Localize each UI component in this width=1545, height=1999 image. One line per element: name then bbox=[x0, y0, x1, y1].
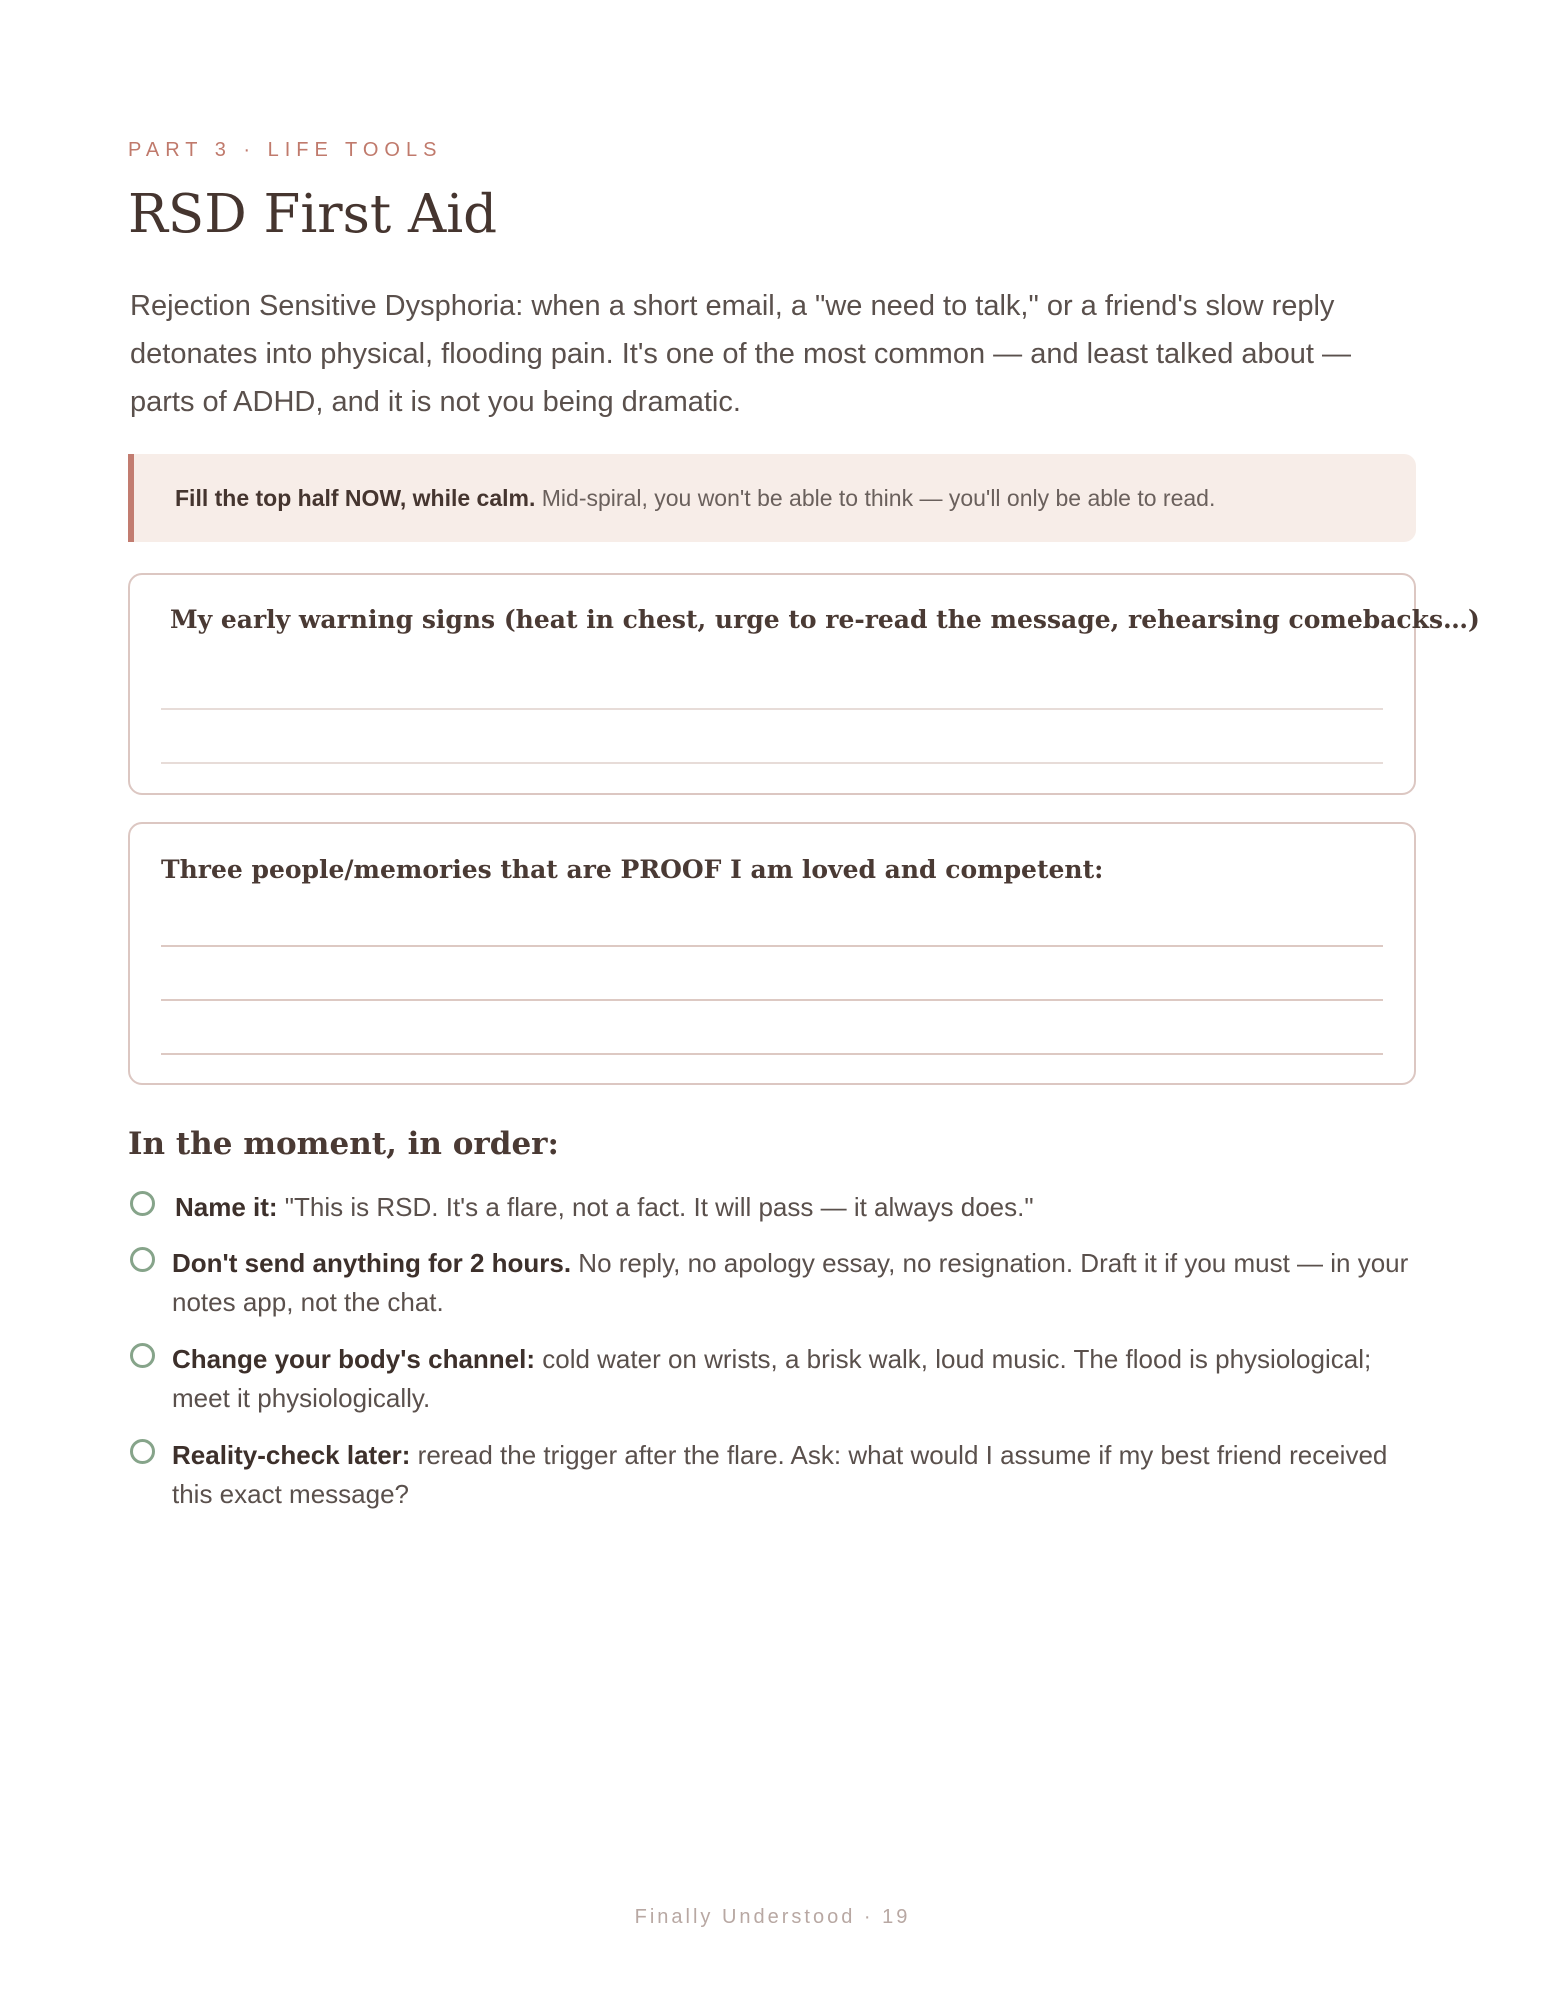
step-text bbox=[175, 1188, 1413, 1227]
write-line[interactable] bbox=[161, 999, 1383, 1001]
page-title: RSD First Aid bbox=[128, 184, 498, 245]
callout-text bbox=[175, 485, 1215, 512]
step-text bbox=[172, 1244, 1410, 1322]
checkbox-circle-icon[interactable] bbox=[130, 1191, 155, 1216]
warning-signs-box[interactable] bbox=[128, 573, 1480, 795]
step-bold: Reality-check later: bbox=[172, 1440, 411, 1470]
checkbox-circle-icon[interactable] bbox=[130, 1247, 155, 1272]
step-body: reread the trigger after the flare. Ask: what would I assume if my best friend received this exact message? bbox=[172, 1440, 1388, 1509]
write-line[interactable] bbox=[161, 1053, 1383, 1055]
checkbox-circle-icon[interactable] bbox=[130, 1439, 155, 1464]
proof-box[interactable] bbox=[128, 822, 1416, 1085]
proof-label: Three people/memories that are PROOF I am loved and competent: bbox=[161, 855, 1104, 884]
step-text bbox=[172, 1436, 1410, 1514]
callout-body: Mid-spiral, you won't be able to think — you'll only be able to read. bbox=[535, 484, 1216, 511]
write-line[interactable] bbox=[161, 708, 1383, 710]
section-eyebrow: PART 3 · LIFE TOOLS bbox=[128, 139, 443, 161]
write-line[interactable] bbox=[161, 762, 1383, 764]
in-the-moment-heading: In the moment, in order: bbox=[128, 1126, 559, 1162]
callout-bold: Fill the top half NOW, while calm. bbox=[175, 484, 536, 511]
page-footer: Finally Understood · 19 bbox=[634, 1906, 911, 1928]
checkbox-circle-icon[interactable] bbox=[130, 1343, 155, 1368]
step-body: cold water on wrists, a brisk walk, loud music. The flood is physiological; meet it physiologically. bbox=[172, 1344, 1372, 1413]
step-text bbox=[172, 1340, 1410, 1418]
step-bold: Name it: bbox=[175, 1192, 278, 1222]
step-body: "This is RSD. It's a flare, not a fact. It will pass — it always does." bbox=[277, 1192, 1034, 1222]
warning-signs-label: My early warning signs (heat in chest, urge to re-read the message, rehearsing comebacks…) bbox=[170, 605, 1480, 634]
intro-paragraph: Rejection Sensitive Dysphoria: when a short email, a "we need to talk," or a friend's slow reply detonates into physical, flooding pain. It's one of the most common — and least talked about — parts of ADHD, and it is not you being dramatic. bbox=[130, 290, 1352, 418]
write-line[interactable] bbox=[161, 945, 1383, 947]
step-bold: Don't send anything for 2 hours. bbox=[172, 1248, 572, 1278]
step-bold: Change your body's channel: bbox=[172, 1344, 536, 1374]
instruction-callout bbox=[128, 454, 1416, 542]
step-body: No reply, no apology essay, no resignation. Draft it if you must — in your notes app, not the chat. bbox=[172, 1248, 1409, 1317]
